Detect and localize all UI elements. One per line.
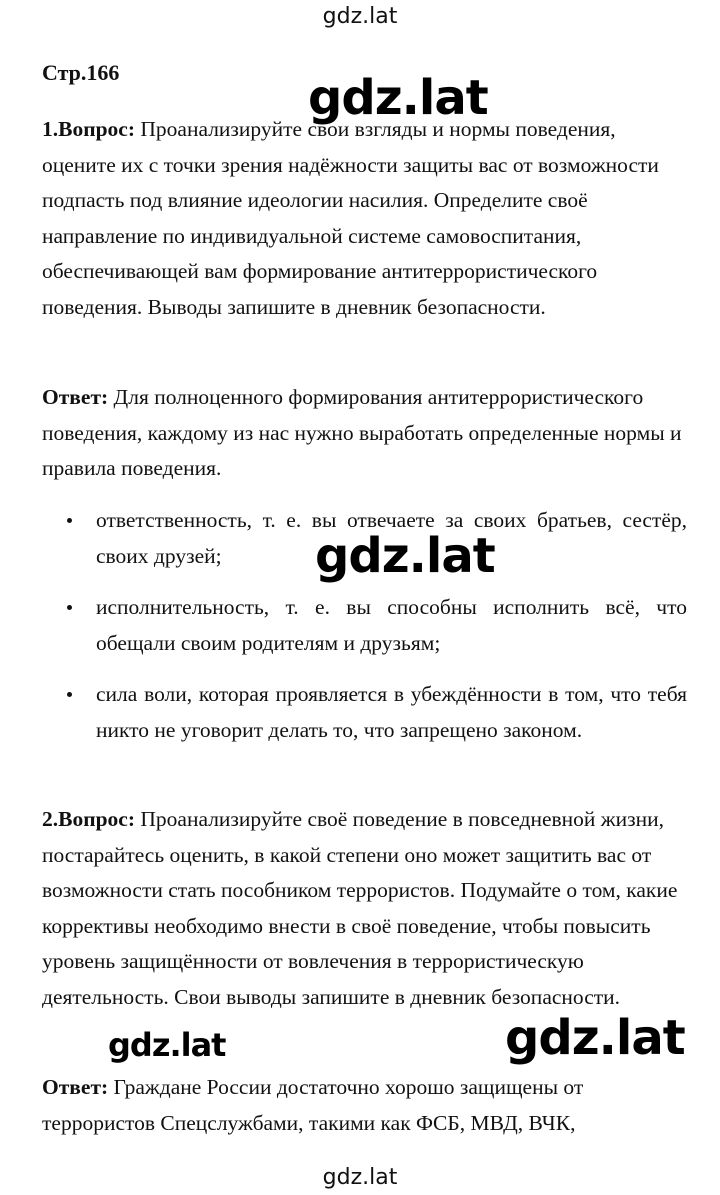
watermark-large: gdz.lat <box>308 70 488 126</box>
bullet-icon <box>67 518 72 523</box>
answer-1 <box>42 380 687 487</box>
question-1-text: Проанализируйте свои взгляды и нормы поведения, оцените их с точки зрения надёжности защиты вас от возможности подпасть под влияние идеологии насилия. Определите своё направление по индивидуальной системе самовоспитания, обеспечивающей вам формирование антитеррористического поведения. Выводы запишите в дневник безопасности. <box>42 117 659 319</box>
list-item <box>42 590 687 661</box>
question-1-label: 1.Вопрос: <box>42 117 136 141</box>
question-1 <box>42 112 687 325</box>
answer-2-text: Граждане России достаточно хорошо защищены от террористов Спецслужбами, такими как ФСБ, МВД, ВЧК, <box>42 1075 584 1135</box>
answer-1-text: Для полноценного формирования антитеррористического поведения, каждому из нас нужно выработать определенные нормы и правила поведения. <box>42 385 682 480</box>
question-2-label: 2.Вопрос: <box>42 807 136 831</box>
page-heading: Стр.166 <box>42 60 120 85</box>
bullet-icon <box>67 692 72 697</box>
answer-2 <box>42 1070 687 1141</box>
watermark-large: gdz.lat <box>108 1026 226 1064</box>
list-item-text: исполнительность, т. е. вы способны исполнить всё, что обещали своим родителям и друзьям; <box>96 595 687 655</box>
watermark-bottom: gdz.lat <box>322 1165 398 1190</box>
watermark-large: gdz.lat <box>315 528 495 584</box>
bullet-icon <box>67 605 72 610</box>
answer-2-label: Ответ: <box>42 1075 109 1099</box>
list-item-text: сила воли, которая проявляется в убеждённости в том, что тебя никто не уговорит делать то, что запрещено законом. <box>96 682 687 742</box>
watermark-large: gdz.lat <box>505 1010 685 1066</box>
list-item-text: ответственность, т. е. вы отвечаете за своих братьев, сестёр, своих друзей; <box>96 508 687 568</box>
question-2 <box>42 802 687 1015</box>
watermark-top: gdz.lat <box>322 4 398 29</box>
list-item <box>42 677 687 748</box>
question-2-text: Проанализируйте своё поведение в повседневной жизни, постарайтесь оценить, в какой степени оно может защитить вас от возможности стать пособником террористов. Подумайте о том, какие коррективы необходимо внести в своё поведение, чтобы повысить уровень защищённости от вовлечения в террористическую деятельность. Свои выводы запишите в дневник безопасности. <box>42 807 678 1009</box>
answer-1-label: Ответ: <box>42 385 109 409</box>
